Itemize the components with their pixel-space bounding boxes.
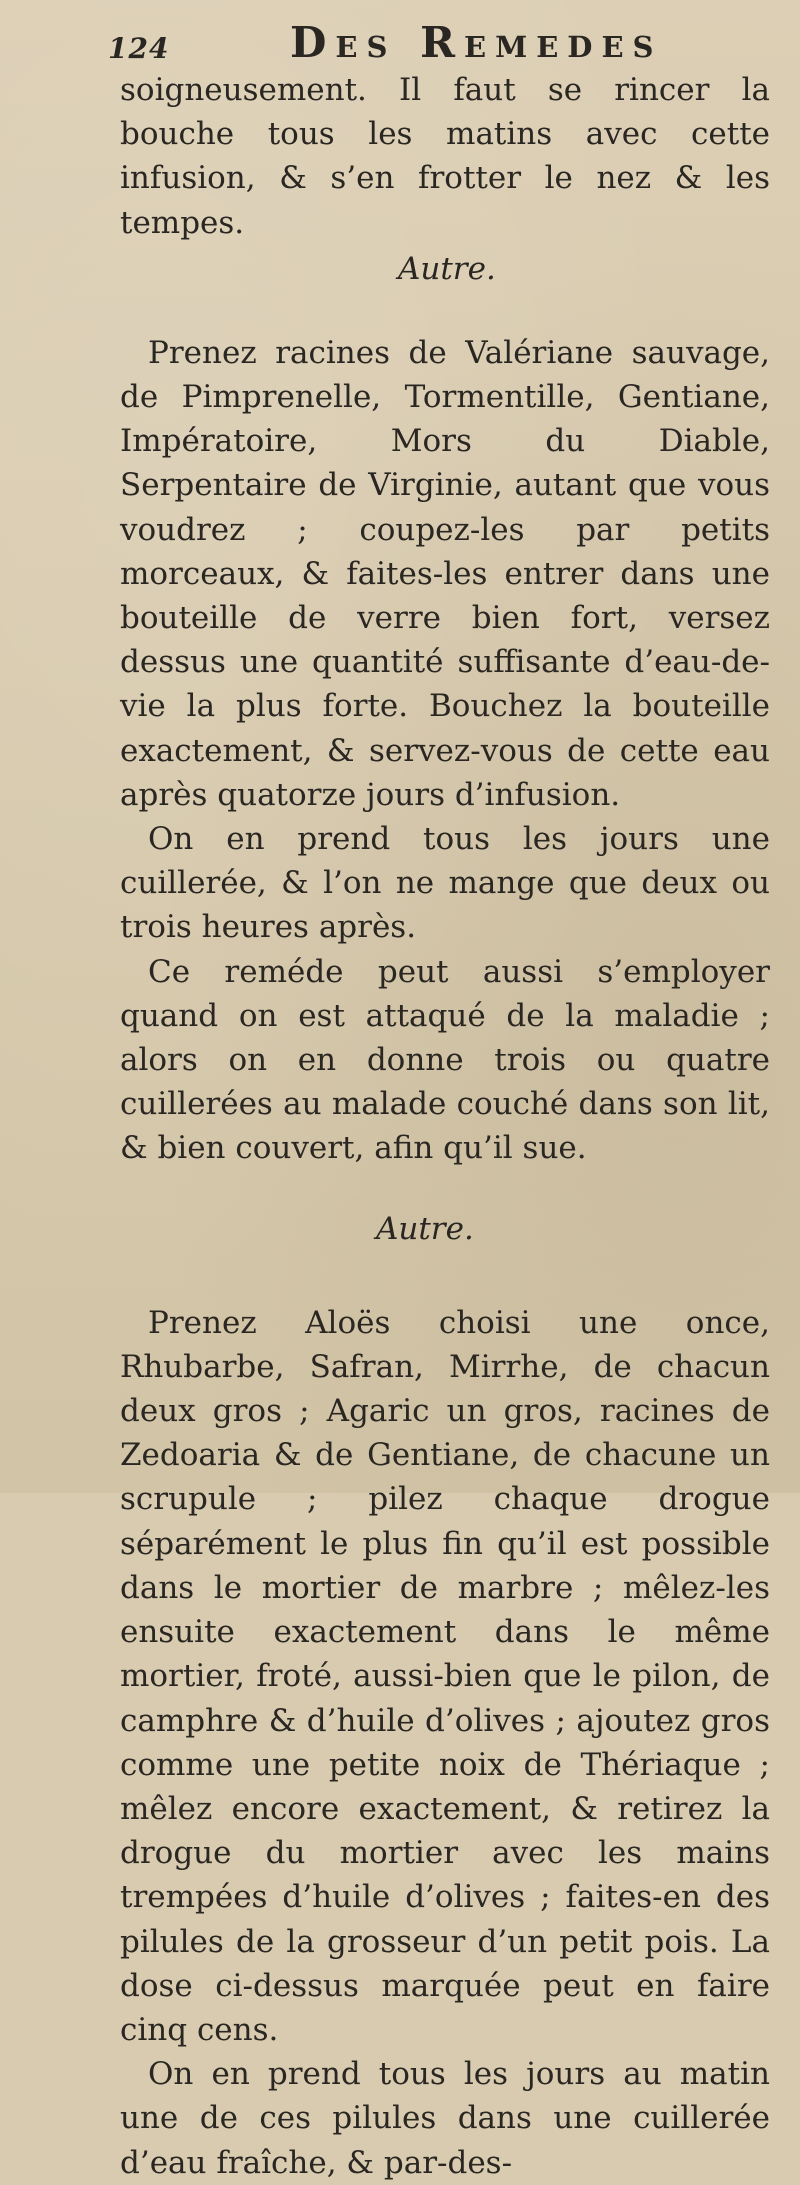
section-heading-autre-2: Autre. bbox=[376, 1210, 474, 1247]
running-head bbox=[108, 18, 768, 68]
section-heading-autre-1: Autre. bbox=[398, 250, 496, 287]
paragraph-usage: Ce reméde peut aussi s’employer quand on est attaqué de la maladie ; alors on en donne trois ou quatre cuillerées au malade couché dans son lit, & bien couvert, afin qu’il sue. bbox=[120, 953, 770, 1167]
paragraph-dosage: On en prend tous les jours une cuillerée, & l’on ne mange que deux ou trois heures après. bbox=[120, 821, 770, 946]
body-text bbox=[120, 68, 770, 2185]
paragraph-recipe-aloes: Prenez Aloës choisi une once, Rhubarbe, Safran, Mirrhe, de chacun deux gros ; Agaric un gros, racines de Zedoaria & de Gentiane, de chacune un scrupule ; pilez chaque drogue séparément le plus fin qu’il est possible dans le mortier de marbre ; mêlez-les ensuite exactement dans le même mortier, froté, aussi-bien que le pilon, de camphre & d’huile d’olives ; ajoutez gros comme une petite noix de Thériaque ; mêlez encore exactement, & retirez la drogue du mortier avec les mains trempées d’huile d’olives ; faites-en des pilules de la grosseur d’un petit pois. La dose ci-dessus marquée peut en faire cinq cens. bbox=[120, 1304, 770, 2048]
running-title: Des Remedes bbox=[290, 18, 663, 67]
paragraph-continuation: soigneusement. Il faut se rincer la bouche tous les matins avec cette infusion, & s’en frotter le nez & les tempes. bbox=[120, 72, 770, 241]
paragraph-recipe-valeriane: Prenez racines de Valériane sauvage, de Pimprenelle, Tormentille, Gentiane, Impératoire, Mors du Diable, Serpentaire de Virginie, autant que vous voudrez ; coupez-les par petits morceaux, & faites-les entrer dans une bouteille de verre bien fort, versez dessus une quantité suffisante d’eau-de-vie la plus forte. Bouchez la bouteille exactement, & servez-vous de cette eau après quatorze jours d’infusion. bbox=[120, 334, 770, 813]
paragraph-pills-dosage: On en prend tous les jours au matin une de ces pilules dans une cuillerée d’eau fraîche, & par-des- bbox=[120, 2056, 770, 2181]
page-number: 124 bbox=[108, 32, 170, 65]
